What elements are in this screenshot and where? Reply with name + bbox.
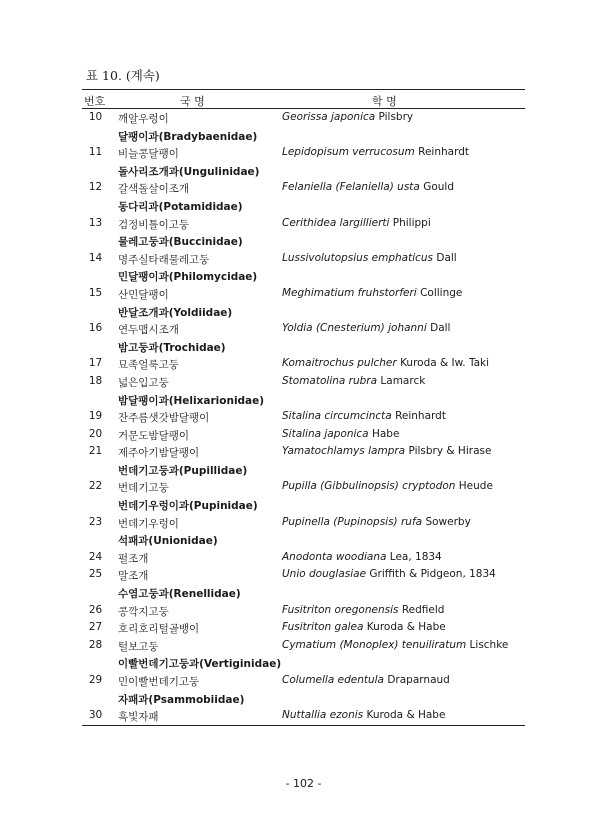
scientific-binomial: Columella edentula — [282, 674, 384, 686]
species-number: 29 — [88, 674, 103, 686]
korean-name: 깨알우렁이 — [118, 113, 169, 125]
korean-name: 콩깍지고둥 — [118, 605, 169, 618]
korean-name: 명주실타래물레고둥 — [118, 253, 210, 266]
korean-name: 묘족얼룩고둥 — [118, 359, 179, 372]
species-number: 13 — [88, 216, 103, 229]
scientific-author: Dall — [430, 322, 451, 335]
korean-name: 제주아기밤달팽이 — [118, 447, 200, 460]
scientific-author: Philippi — [392, 216, 431, 229]
species-number: 21 — [88, 445, 103, 458]
species-row — [82, 355, 525, 373]
species-row — [82, 549, 525, 567]
scientific-author: Heude — [458, 480, 493, 493]
korean-name: 말조개 — [118, 570, 149, 583]
scientific-binomial: Georissa japonica — [282, 111, 376, 123]
family-name: 번데기우렁이과(Pupinidae) — [118, 500, 258, 513]
scientific-binomial: Yoldia (Cnesterium) johanni — [282, 322, 427, 335]
family-row — [82, 584, 525, 602]
species-row — [82, 478, 525, 496]
species-row — [82, 637, 525, 655]
korean-name: 산민달팽이 — [118, 288, 169, 301]
scientific-name — [282, 709, 445, 721]
header-number: 번호 — [84, 95, 106, 108]
scientific-author: Draparnaud — [387, 674, 450, 686]
species-number: 25 — [88, 568, 103, 581]
species-row — [82, 514, 525, 532]
species-number: 20 — [88, 427, 103, 440]
family-row — [82, 303, 525, 321]
species-number: 18 — [88, 374, 103, 387]
korean-name: 호리호리털골뱅이 — [118, 623, 200, 636]
species-number: 15 — [88, 286, 103, 299]
table-bottom-rule — [82, 725, 525, 726]
family-row — [82, 496, 525, 514]
family-name: 수염고둥과(Renellidae) — [118, 588, 241, 601]
table-body — [82, 109, 525, 725]
page-number: - 102 - — [285, 777, 322, 790]
scientific-author: Dall — [436, 251, 457, 264]
species-number: 14 — [88, 251, 103, 264]
species-row — [82, 619, 525, 637]
korean-name: 거문도밤달팽이 — [118, 429, 190, 442]
species-row — [82, 215, 525, 233]
scientific-author: Redfield — [401, 603, 445, 616]
scientific-binomial: Meghimatium fruhstorferi — [282, 286, 417, 299]
scientific-binomial: Pupilla (Gibbulinopsis) cryptodon — [282, 480, 456, 493]
species-number: 16 — [88, 322, 103, 335]
scientific-author: Collinge — [420, 286, 463, 299]
family-name: 자패과(Psammobiidae) — [118, 693, 245, 706]
korean-name: 갈색돌살이조개 — [118, 183, 190, 196]
korean-name: 연두맵시조개 — [118, 324, 179, 337]
family-row — [82, 461, 525, 479]
species-number: 23 — [88, 515, 103, 528]
species-number: 17 — [88, 357, 103, 370]
species-row — [82, 602, 525, 620]
species-number: 26 — [88, 603, 103, 616]
family-name: 반달조개과(Yoldiidae) — [118, 306, 233, 319]
scientific-name — [282, 357, 489, 369]
scientific-name — [282, 410, 446, 422]
family-name: 달팽이과(Bradybaenidae) — [118, 130, 258, 143]
family-name: 동다리과(Potamididae) — [118, 200, 243, 213]
scientific-name — [282, 287, 462, 299]
scientific-author: Reinhardt — [395, 410, 446, 423]
species-row — [82, 144, 525, 162]
scientific-binomial: Pupinella (Pupinopsis) rufa — [282, 515, 423, 528]
family-row — [82, 267, 525, 285]
scientific-name — [282, 516, 471, 528]
family-name: 돌사리조개과(Ungulinidae) — [118, 165, 260, 178]
family-name: 번데기고둥과(Pupillidae) — [118, 464, 248, 477]
family-name: 석패과(Unionidae) — [118, 535, 218, 548]
scientific-name — [282, 551, 442, 563]
scientific-name — [282, 445, 491, 457]
species-row — [82, 179, 525, 197]
family-name: 이빨번데기고둥과(Vertiginidae) — [118, 658, 282, 671]
species-row — [82, 320, 525, 338]
scientific-binomial: Komaitrochus pulcher — [282, 357, 397, 370]
scientific-binomial: Yamatochlamys lampra — [282, 445, 406, 458]
korean-name: 흑빛자패 — [118, 711, 159, 724]
scientific-author: Kuroda & Iw. Taki — [400, 357, 490, 370]
scientific-author: Griffith & Pidgeon, 1834 — [369, 568, 496, 581]
species-number: 11 — [88, 146, 103, 159]
family-name: 민달팽이과(Philomycidae) — [118, 271, 258, 284]
species-row — [82, 250, 525, 268]
scientific-binomial: Fusitriton oregonensis — [282, 603, 399, 616]
species-row — [82, 109, 525, 127]
scientific-binomial: Felaniella (Felaniella) usta — [282, 181, 420, 194]
scientific-binomial: Lepidopisum verrucosum — [282, 146, 415, 159]
species-number: 27 — [88, 621, 103, 634]
scientific-binomial: Lussivolutopsius emphaticus — [282, 251, 434, 264]
species-row — [82, 426, 525, 444]
species-table — [82, 89, 525, 726]
family-row — [82, 654, 525, 672]
species-number: 28 — [88, 638, 103, 651]
korean-name: 펄조개 — [118, 552, 149, 565]
species-number: 10 — [88, 111, 103, 123]
scientific-binomial: Cerithidea largillierti — [282, 216, 390, 229]
korean-name: 잔주름샛갓밤달팽이 — [118, 412, 210, 425]
family-row — [82, 338, 525, 356]
species-number: 30 — [88, 709, 103, 722]
table-caption: 표 10. (계속) — [86, 68, 160, 83]
scientific-name — [282, 375, 425, 387]
korean-name: 넓은입고둥 — [118, 376, 169, 389]
header-korean-name: 국 명 — [180, 95, 205, 108]
species-number: 22 — [88, 480, 103, 493]
family-name: 밤고둥과(Trochidae) — [118, 341, 226, 354]
scientific-name — [282, 111, 413, 123]
header-scientific-name: 학 명 — [372, 95, 397, 108]
scientific-author: Sowerby — [425, 515, 471, 528]
scientific-name — [282, 621, 446, 633]
species-number: 24 — [88, 550, 103, 563]
family-row — [82, 690, 525, 708]
scientific-name — [282, 604, 444, 616]
scientific-binomial: Anodonta woodiana — [282, 550, 387, 563]
family-name: 물레고둥과(Buccinidae) — [118, 236, 243, 249]
scientific-author: Lamarck — [380, 374, 426, 387]
scientific-binomial: Nuttallia ezonis — [282, 709, 364, 722]
scientific-name — [282, 480, 493, 492]
scientific-binomial: Sitalina japonica — [282, 427, 369, 440]
species-row — [82, 566, 525, 584]
scientific-name — [282, 428, 399, 440]
scientific-name — [282, 639, 508, 651]
scientific-name — [282, 181, 454, 193]
scientific-name — [282, 568, 496, 580]
scientific-author: Gould — [423, 181, 455, 194]
korean-name: 번데기고둥 — [118, 482, 169, 495]
scientific-name — [282, 146, 469, 158]
scientific-binomial: Fusitriton galea — [282, 621, 364, 634]
scientific-binomial: Cymatium (Monoplex) tenuiliratum — [282, 638, 467, 651]
family-row — [82, 232, 525, 250]
scientific-author: Kuroda & Habe — [366, 709, 446, 722]
family-name: 밤달팽이과(Helixarionidae) — [118, 394, 265, 407]
table-header — [82, 90, 525, 109]
scientific-author: Reinhardt — [418, 146, 469, 159]
species-row — [82, 285, 525, 303]
scientific-author: Lischke — [469, 638, 509, 651]
scientific-author: Pilsbry — [378, 111, 414, 123]
species-row — [82, 408, 525, 426]
species-row — [82, 443, 525, 461]
species-number: 12 — [88, 181, 103, 194]
scientific-binomial: Unio douglasiae — [282, 568, 367, 581]
species-row — [82, 707, 525, 725]
scientific-author: Habe — [371, 427, 400, 440]
family-row — [82, 162, 525, 180]
korean-name: 민이빨번데기고둥 — [118, 676, 200, 688]
scientific-binomial: Sitalina circumcincta — [282, 410, 392, 423]
species-number: 19 — [88, 410, 103, 423]
family-row — [82, 391, 525, 409]
scientific-name — [282, 217, 431, 229]
family-row — [82, 531, 525, 549]
species-row — [82, 672, 525, 690]
scientific-author: Kuroda & Habe — [366, 621, 446, 634]
family-row — [82, 127, 525, 145]
family-row — [82, 197, 525, 215]
korean-name: 털보고둥 — [118, 640, 159, 653]
species-row — [82, 373, 525, 391]
scientific-binomial: Stomatolina rubra — [282, 374, 378, 387]
scientific-author: Lea, 1834 — [389, 550, 442, 563]
korean-name: 검정비틀이고둥 — [118, 218, 190, 231]
scientific-name — [282, 674, 450, 686]
korean-name: 번데기우렁이 — [118, 517, 179, 530]
scientific-name — [282, 322, 450, 334]
scientific-author: Pilsbry & Hirase — [408, 445, 492, 458]
scientific-name — [282, 252, 457, 264]
korean-name: 비늘콩달팽이 — [118, 148, 179, 161]
